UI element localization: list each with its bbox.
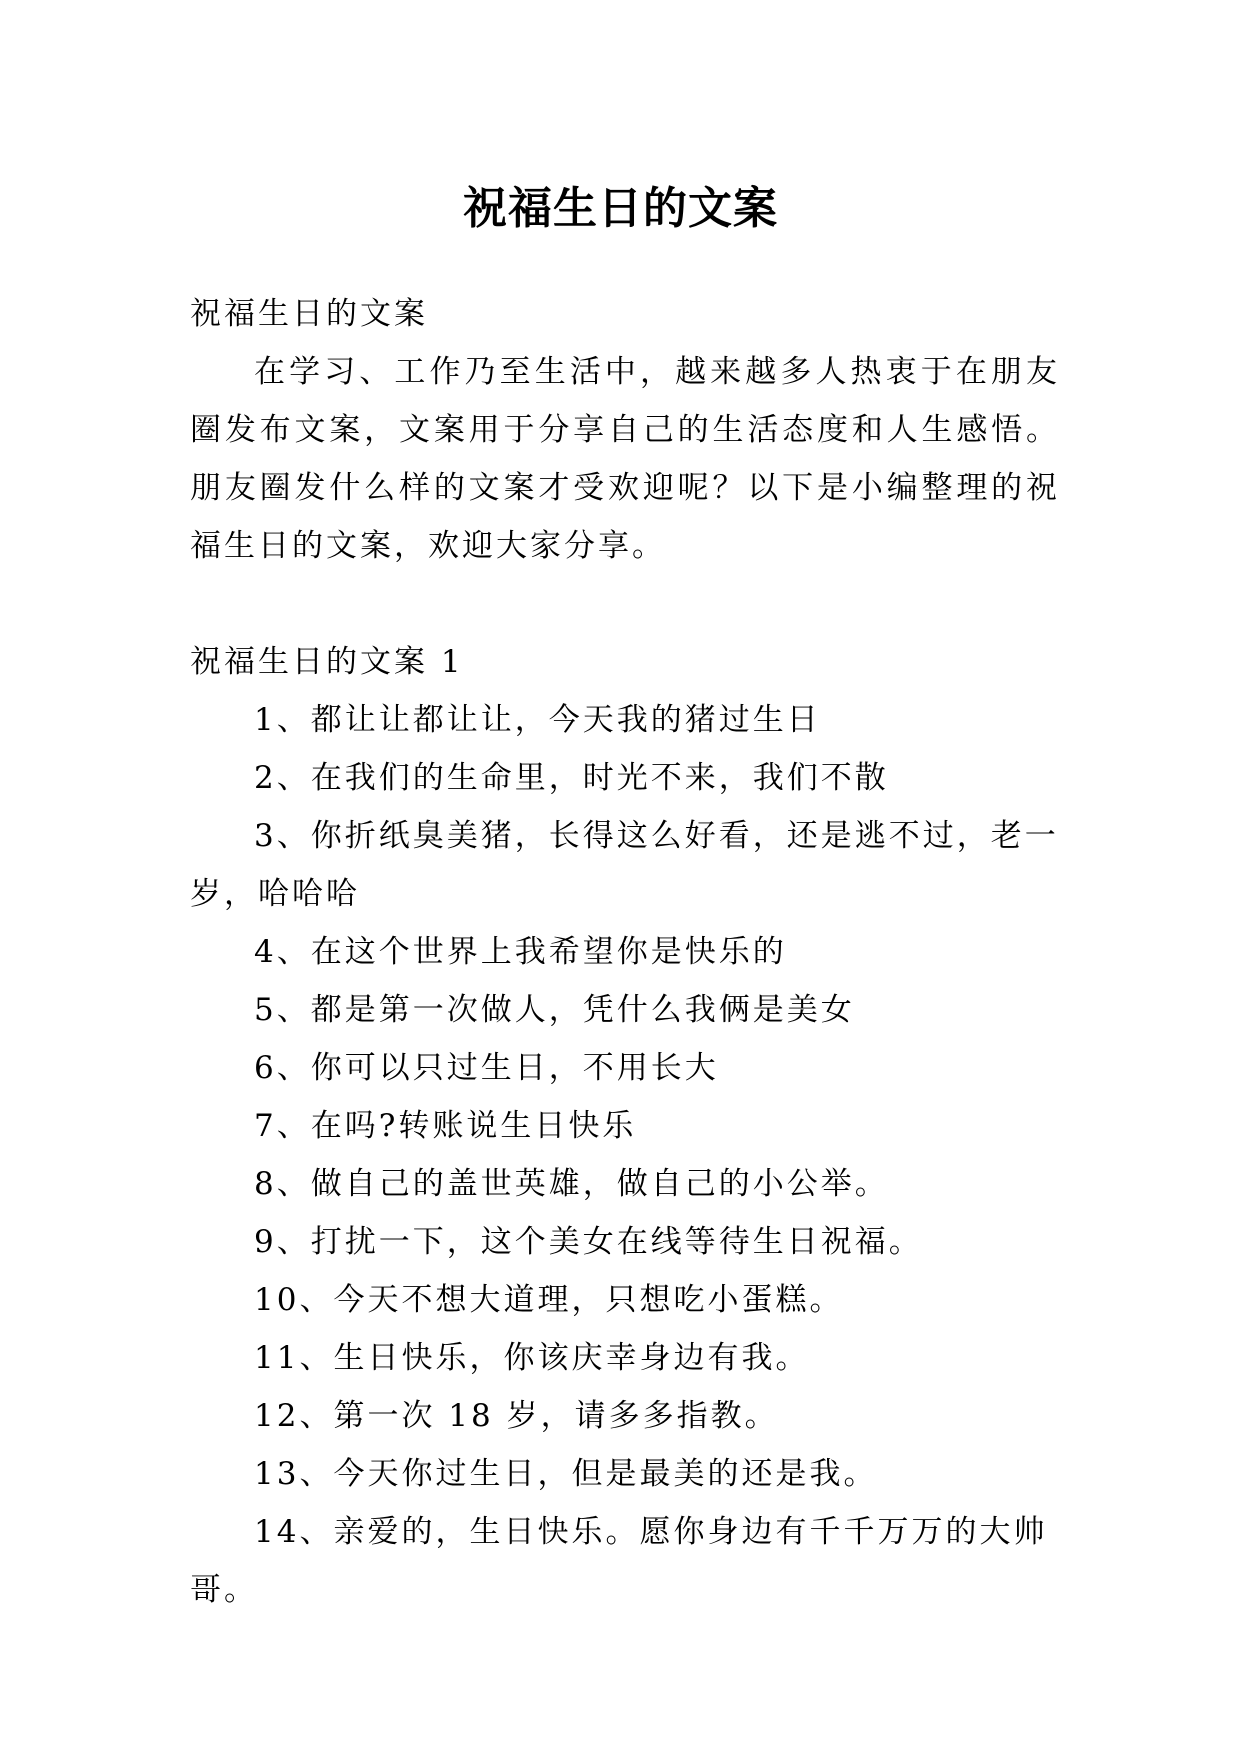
list-item: 1、都让让都让让，今天我的猪过生日 — [254, 702, 821, 738]
list-item: 12、第一次 18 岁，请多多指教。 — [254, 1398, 779, 1434]
list-item: 10、今天不想大道理，只想吃小蛋糕。 — [254, 1282, 844, 1318]
list-item: 7、在吗?转账说生日快乐 — [254, 1108, 637, 1144]
list-item: 4、在这个世界上我希望你是快乐的 — [254, 934, 787, 970]
list-item: 6、你可以只过生日，不用长大 — [254, 1050, 719, 1086]
wish-list — [190, 691, 1060, 1619]
list-item: 9、打扰一下，这个美女在线等待生日祝福。 — [254, 1224, 923, 1260]
document-body — [190, 285, 1060, 1619]
list-item: 14、亲爱的，生日快乐。愿你身边有千千万万的大帅哥。 — [190, 1514, 1048, 1608]
list-item: 3、你折纸臭美猪，长得这么好看，还是逃不过，老一岁，哈哈哈 — [190, 818, 1059, 912]
list-item: 13、今天你过生日，但是最美的还是我。 — [254, 1456, 878, 1492]
list-item: 8、做自己的盖世英雄，做自己的小公举。 — [254, 1166, 889, 1202]
document-title: 祝福生日的文案 — [463, 183, 778, 235]
list-item: 5、都是第一次做人，凭什么我俩是美女 — [254, 992, 855, 1028]
section-spacer — [190, 575, 1060, 633]
section-heading: 祝福生日的文案 1 — [190, 644, 464, 680]
list-item: 11、生日快乐，你该庆幸身边有我。 — [254, 1340, 810, 1376]
intro-paragraph: 在学习、工作乃至生活中，越来越多人热衷于在朋友圈发布文案，文案用于分享自己的生活态度和人生感悟。朋友圈发什么样的文案才受欢迎呢？以下是小编整理的祝福生日的文案，欢迎大家分享。 — [190, 354, 1060, 564]
list-item: 2、在我们的生命里，时光不来，我们不散 — [254, 760, 889, 796]
document-subtitle: 祝福生日的文案 — [190, 296, 428, 332]
